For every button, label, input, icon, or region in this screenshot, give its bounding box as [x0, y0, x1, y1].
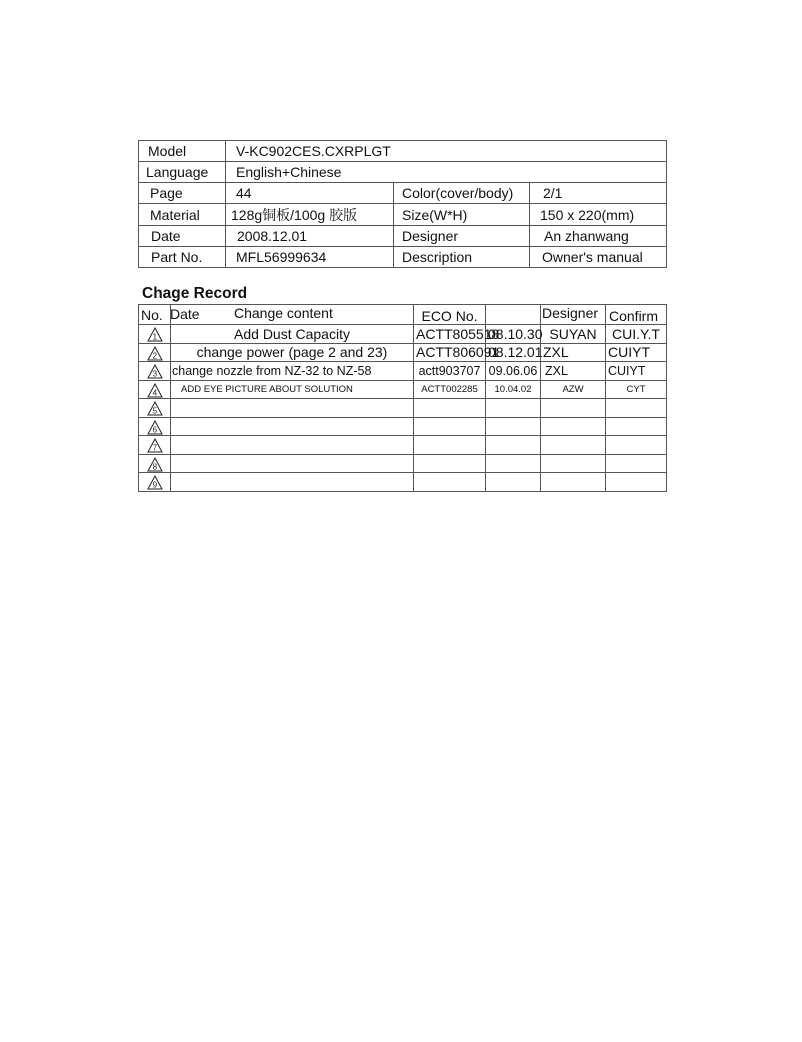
material-label: Material	[139, 204, 226, 225]
change-content-cell	[171, 399, 414, 418]
revision-triangle-icon	[147, 457, 163, 472]
language-value: English+Chinese	[226, 162, 667, 183]
header-blank	[486, 305, 541, 325]
change-record-row	[139, 473, 667, 492]
confirm-cell: CUIYT	[606, 362, 667, 381]
change-content-cell	[171, 417, 414, 436]
page-label: Page	[139, 183, 226, 204]
partno-value: MFL56999634	[226, 246, 394, 267]
change-date-cell: 08.12.01	[486, 343, 541, 362]
change-record-row	[139, 380, 667, 399]
change-date-cell	[486, 473, 541, 492]
revision-triangle-icon	[147, 438, 163, 453]
designer-cell	[541, 417, 606, 436]
partno-row	[139, 246, 667, 267]
language-row	[139, 162, 667, 183]
eco-no-cell	[414, 399, 486, 418]
revision-triangle-icon	[147, 327, 163, 342]
row-number-cell	[139, 343, 171, 362]
revision-number: 6	[152, 425, 157, 435]
change-date-cell: 09.06.06	[486, 362, 541, 381]
designer-cell	[541, 473, 606, 492]
change-content-cell	[171, 473, 414, 492]
confirm-cell	[606, 454, 667, 473]
date-value: 2008.12.01	[226, 225, 394, 246]
document-info-table	[138, 140, 667, 268]
change-record-table	[138, 304, 667, 492]
confirm-cell	[606, 473, 667, 492]
change-date-cell	[486, 399, 541, 418]
row-number-cell	[139, 436, 171, 455]
header-no	[139, 305, 200, 325]
model-value: V-KC902CES.CXRPLGT	[226, 141, 667, 162]
change-date-cell	[486, 436, 541, 455]
change-record-row	[139, 362, 667, 381]
revision-triangle-icon	[147, 364, 163, 379]
eco-no-cell	[414, 436, 486, 455]
row-number-cell	[139, 454, 171, 473]
revision-triangle-icon	[147, 475, 163, 490]
header-date-label: Date	[170, 306, 200, 322]
confirm-cell	[606, 436, 667, 455]
model-label: Model	[139, 141, 226, 162]
designer-cell	[541, 454, 606, 473]
eco-no-cell: ACTT805518	[414, 325, 486, 344]
revision-number: 1	[152, 332, 157, 342]
designer-cell: ZXL	[541, 343, 606, 362]
change-record-row	[139, 399, 667, 418]
revision-number: 5	[152, 406, 157, 416]
row-number-cell	[139, 473, 171, 492]
change-record-row	[139, 417, 667, 436]
change-content-cell: change power (page 2 and 23)	[171, 343, 414, 362]
change-date-cell: 10.04.02	[486, 380, 541, 399]
designer-cell: SUYAN	[541, 325, 606, 344]
row-number-cell	[139, 362, 171, 381]
description-value: Owner's manual	[530, 246, 667, 267]
revision-number: 9	[152, 480, 157, 490]
change-content-cell	[171, 454, 414, 473]
revision-number: 2	[152, 351, 157, 361]
language-label: Language	[139, 162, 226, 183]
revision-number: 3	[152, 369, 157, 379]
eco-no-cell	[414, 454, 486, 473]
change-record-row	[139, 343, 667, 362]
revision-number: 8	[152, 462, 157, 472]
change-record-body	[139, 325, 667, 492]
page-row	[139, 183, 667, 204]
model-row	[139, 141, 667, 162]
row-number-cell	[139, 399, 171, 418]
change-date-cell	[486, 417, 541, 436]
change-record-row	[139, 436, 667, 455]
eco-no-cell: ACTT002285	[414, 380, 486, 399]
date-label: Date	[139, 225, 226, 246]
material-value: 128g铜板/100g 胶版	[226, 204, 394, 225]
row-number-cell	[139, 417, 171, 436]
revision-number: 7	[152, 443, 157, 453]
revision-number: 4	[152, 388, 157, 398]
header-confirm: Confirm	[606, 305, 667, 325]
revision-triangle-icon	[147, 420, 163, 435]
change-record-header-row	[139, 305, 667, 325]
date-row	[139, 225, 667, 246]
confirm-cell	[606, 417, 667, 436]
size-value: 150 x 220(mm)	[530, 204, 667, 225]
change-content-cell	[171, 436, 414, 455]
confirm-cell: CUI.Y.T	[606, 325, 667, 344]
change-content-cell: Add Dust Capacity	[171, 325, 414, 344]
material-row	[139, 204, 667, 225]
page-value: 44	[226, 183, 394, 204]
description-label: Description	[394, 246, 530, 267]
designer-cell	[541, 436, 606, 455]
eco-no-cell: actt903707	[414, 362, 486, 381]
change-content-cell: change nozzle from NZ-32 to NZ-58	[171, 362, 414, 381]
change-date-cell	[486, 454, 541, 473]
header-designer: Designer	[541, 305, 606, 325]
designer-cell	[541, 399, 606, 418]
color-value: 2/1	[530, 183, 667, 204]
revision-triangle-icon	[147, 346, 163, 361]
color-label: Color(cover/body)	[394, 183, 530, 204]
header-no-label: No.	[141, 306, 163, 323]
revision-triangle-icon	[147, 401, 163, 416]
change-date-cell: 08.10.30	[486, 325, 541, 344]
partno-label: Part No.	[139, 246, 226, 267]
size-label: Size(W*H)	[394, 204, 530, 225]
change-record-row	[139, 325, 667, 344]
eco-no-cell	[414, 417, 486, 436]
designer-label: Designer	[394, 225, 530, 246]
change-record-row	[139, 454, 667, 473]
change-content-cell: ADD EYE PICTURE ABOUT SOLUTION	[171, 380, 414, 399]
designer-cell: AZW	[541, 380, 606, 399]
confirm-cell: CYT	[606, 380, 667, 399]
row-number-cell	[139, 380, 171, 399]
confirm-cell	[606, 399, 667, 418]
designer-value: An zhanwang	[530, 225, 667, 246]
confirm-cell: CUIYT	[606, 343, 667, 362]
eco-no-cell: ACTT806091	[414, 343, 486, 362]
revision-triangle-icon	[147, 383, 163, 398]
designer-cell: ZXL	[541, 362, 606, 381]
eco-no-cell	[414, 473, 486, 492]
change-record-title: Chage Record	[142, 285, 248, 302]
header-eco-no: ECO No.	[414, 305, 486, 325]
row-number-cell	[139, 325, 171, 344]
header-change-content: Change content	[171, 305, 414, 325]
